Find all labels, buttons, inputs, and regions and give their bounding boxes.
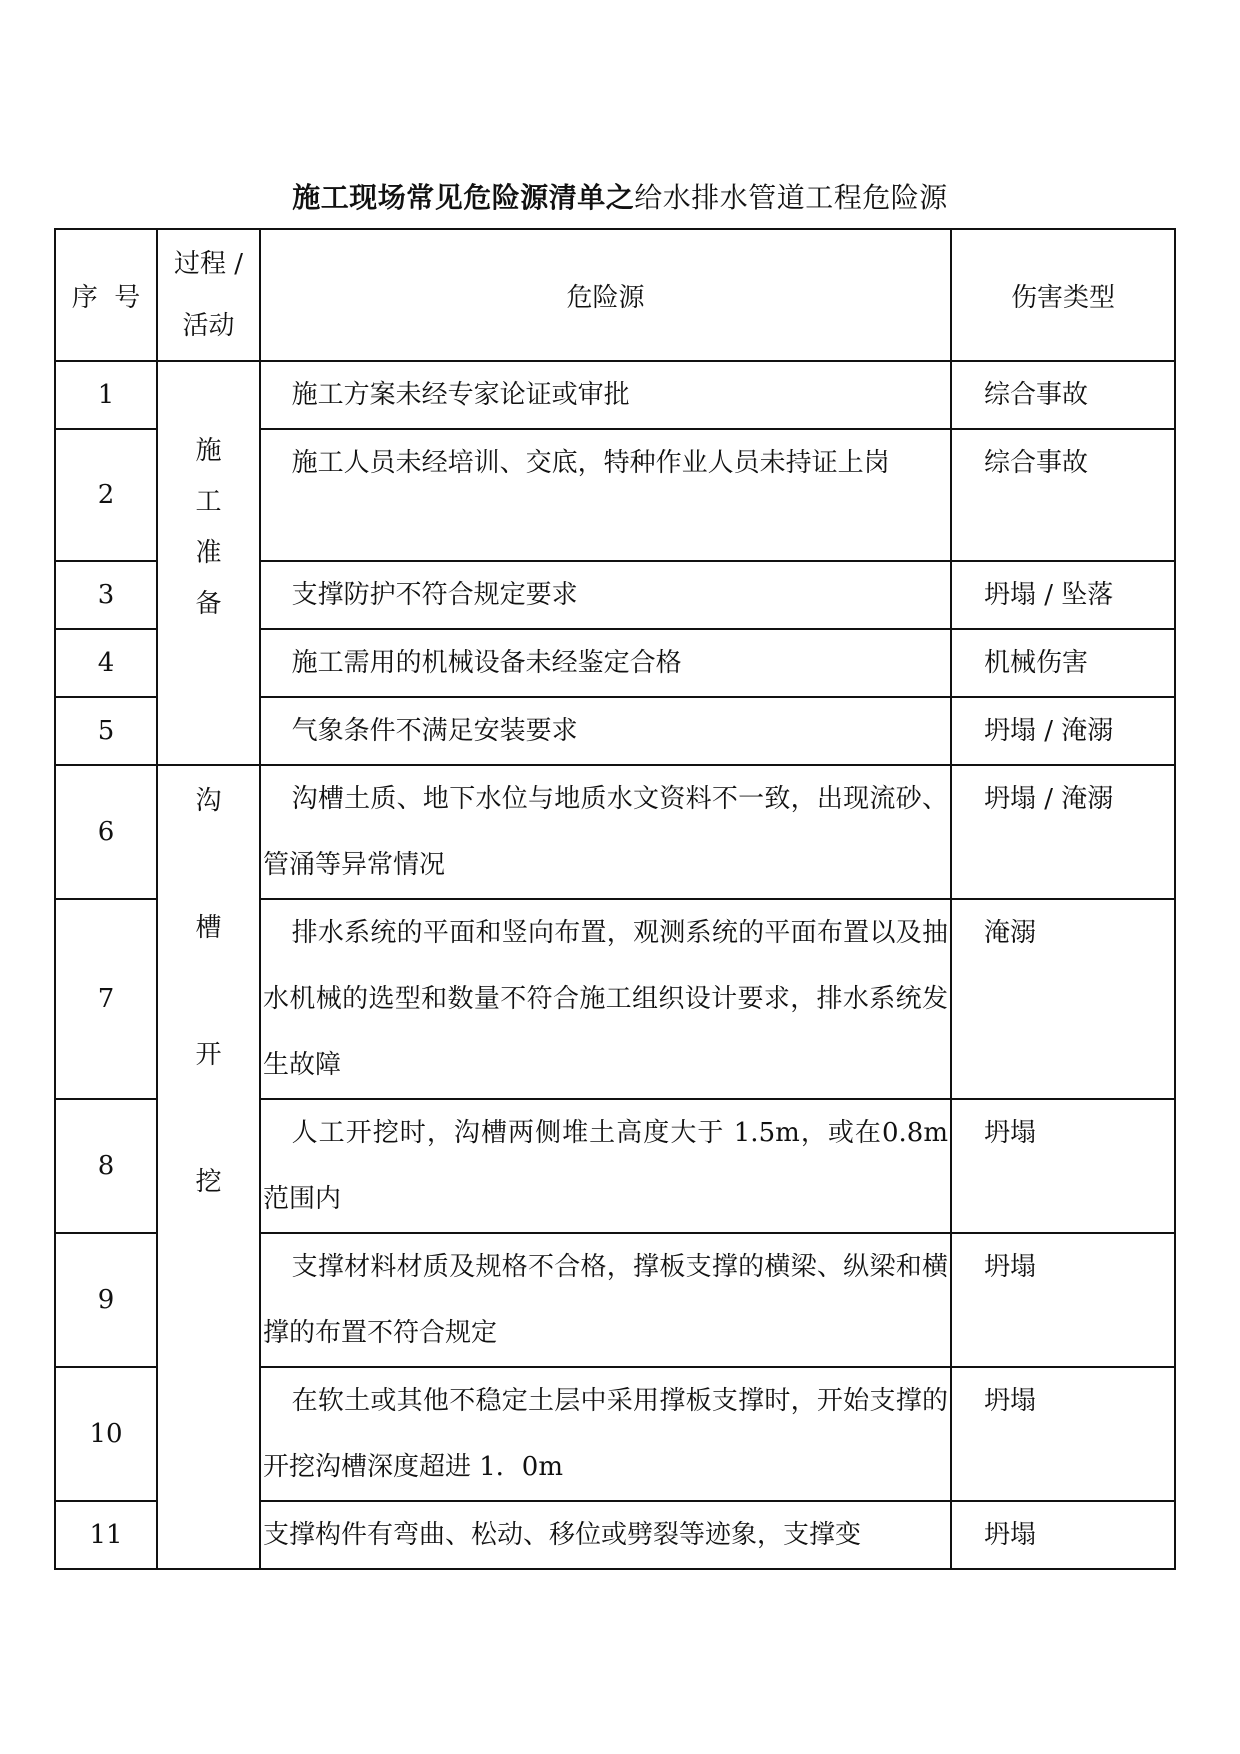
process-char: 工: [195, 487, 222, 517]
header-process-line1: 过程 /: [173, 249, 244, 279]
row-hazard-text: 人工开挖时，沟槽两侧堆土高度大于 1.5m，或在0.8m 范围内: [263, 1118, 948, 1214]
hazard-table: [54, 228, 1176, 1570]
row-hazard-text: 沟槽土质、地下水位与地质水文资料不一致，出现流砂、管涌等异常情况: [263, 784, 948, 880]
table-header-row: [55, 229, 1175, 361]
row-hazard-text: 施工人员未经培训、交底，特种作业人员未持证上岗: [291, 448, 890, 478]
table-row: [55, 765, 1175, 899]
process-char: 准: [195, 538, 222, 568]
row-hazard: [260, 899, 951, 1099]
row-hazard-text: 支撑构件有弯曲、松动、移位或劈裂等迹象，支撑变: [263, 1520, 862, 1550]
header-process: [157, 229, 260, 361]
row-hazard-text: 支撑材料材质及规格不合格，撑板支撑的横梁、纵梁和横撑的布置不符合规定: [263, 1252, 948, 1348]
row-hazard: [260, 1367, 951, 1501]
row-seq: 6: [55, 765, 157, 899]
process-group-trench-excavation: [157, 765, 260, 1569]
row-hazard: [260, 765, 951, 899]
row-harm: 坍塌: [951, 1099, 1175, 1233]
row-seq: 7: [55, 899, 157, 1099]
row-seq: 4: [55, 629, 157, 697]
row-harm: 坍塌 / 淹溺: [951, 765, 1175, 899]
title-regular-part: 给水排水管道工程危险源: [634, 181, 948, 214]
row-hazard-text: 在软土或其他不稳定土层中采用撑板支撑时，开始支撑的开挖沟槽深度超进 1．0m: [263, 1386, 948, 1482]
row-harm: 坍塌: [951, 1233, 1175, 1367]
process-char: 槽: [195, 913, 222, 943]
header-seq: 序 号: [55, 229, 157, 361]
row-hazard-text: 气象条件不满足安装要求: [291, 716, 578, 746]
row-hazard: [260, 697, 951, 765]
row-hazard: [260, 629, 951, 697]
process-group-preparation: [157, 361, 260, 765]
row-hazard-text: 排水系统的平面和竖向布置，观测系统的平面布置以及抽水机械的选型和数量不符合施工组织设计要求，排水系统发生故障: [263, 918, 948, 1080]
row-seq: 8: [55, 1099, 157, 1233]
row-hazard-text: 支撑防护不符合规定要求: [291, 580, 578, 610]
row-hazard: [260, 429, 951, 561]
row-hazard: [260, 1233, 951, 1367]
row-harm: 坍塌: [951, 1367, 1175, 1501]
row-hazard: [260, 1099, 951, 1233]
row-harm: 机械伤害: [951, 629, 1175, 697]
table-row: [55, 361, 1175, 429]
row-harm: 综合事故: [951, 361, 1175, 429]
process-char: 沟: [195, 786, 222, 816]
process-char: 挖: [195, 1167, 222, 1197]
row-hazard: [260, 361, 951, 429]
header-hazard: 危险源: [260, 229, 951, 361]
row-harm: 坍塌 / 淹溺: [951, 697, 1175, 765]
row-harm: 淹溺: [951, 899, 1175, 1099]
document-title: [0, 176, 1240, 216]
row-hazard: [260, 1501, 951, 1569]
row-hazard: [260, 561, 951, 629]
row-harm: 综合事故: [951, 429, 1175, 561]
row-hazard-text: 施工方案未经专家论证或审批: [291, 380, 630, 410]
row-seq: 3: [55, 561, 157, 629]
row-harm: 坍塌 / 坠落: [951, 561, 1175, 629]
header-process-line2: 活动: [182, 311, 235, 341]
title-bold-part: 施工现场常见危险源清单之: [292, 181, 635, 214]
row-seq: 9: [55, 1233, 157, 1367]
row-seq: 2: [55, 429, 157, 561]
row-harm: 坍塌: [951, 1501, 1175, 1569]
row-seq: 10: [55, 1367, 157, 1501]
header-harm-type: 伤害类型: [951, 229, 1175, 361]
process-char: 开: [195, 1040, 222, 1070]
process-char: 施: [195, 436, 222, 466]
process-char: 备: [195, 589, 222, 619]
row-seq: 11: [55, 1501, 157, 1569]
row-seq: 1: [55, 361, 157, 429]
row-hazard-text: 施工需用的机械设备未经鉴定合格: [291, 648, 682, 678]
row-seq: 5: [55, 697, 157, 765]
